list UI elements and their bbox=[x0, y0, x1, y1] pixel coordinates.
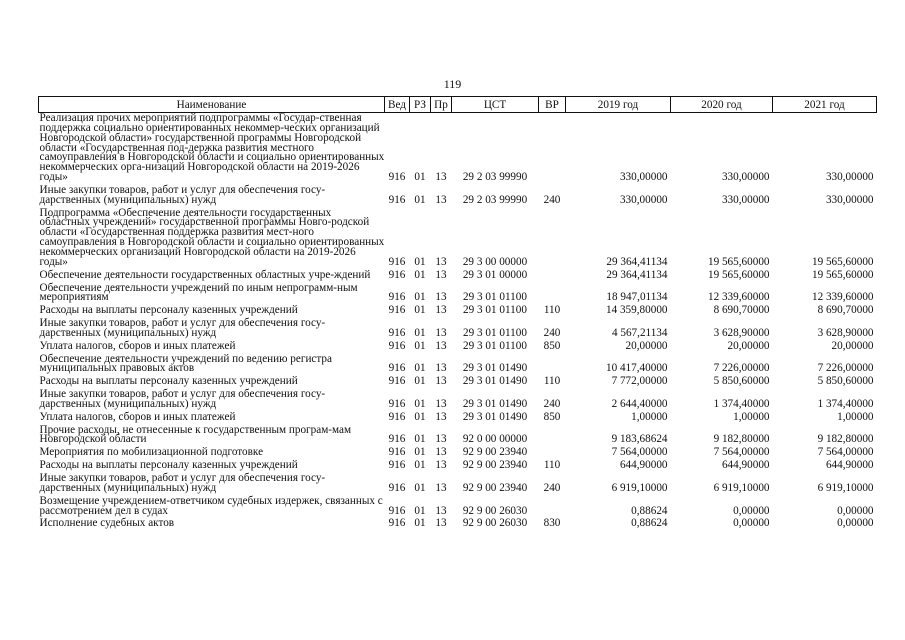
row-rz: 01 bbox=[414, 326, 426, 339]
row-cst: 29 3 00 00000 bbox=[462, 255, 528, 268]
row-ved: 916 bbox=[388, 433, 406, 446]
row-vr bbox=[539, 270, 566, 283]
row-amount-2020: 1,00000 bbox=[733, 410, 770, 423]
row-ved: 916 bbox=[388, 171, 406, 184]
row-rz: 01 bbox=[414, 171, 426, 184]
row-rz: 01 bbox=[414, 481, 426, 494]
row-cst: 92 9 00 26030 bbox=[462, 517, 528, 530]
row-vr bbox=[539, 208, 566, 270]
row-amount-2019: 330,00000 bbox=[619, 193, 668, 206]
row-amount-2021: 330,00000 bbox=[825, 171, 874, 184]
row-cst: 92 9 00 23940 bbox=[462, 459, 528, 472]
row-amount-2020: 330,00000 bbox=[721, 171, 770, 184]
row-pr: 13 bbox=[435, 433, 447, 446]
header-ved: Вед bbox=[385, 97, 410, 113]
row-amount-2021: 8 690,70000 bbox=[817, 304, 874, 317]
row-amount-2020: 1 374,40000 bbox=[713, 397, 770, 410]
row-amount-2020: 5 850,60000 bbox=[713, 375, 770, 388]
row-cst: 29 3 01 01100 bbox=[463, 291, 527, 304]
row-amount-2020: 0,00000 bbox=[733, 504, 770, 517]
row-amount-2019: 29 364,41134 bbox=[606, 268, 668, 281]
row-amount-2019: 0,88624 bbox=[631, 517, 668, 530]
row-vr: 110 bbox=[543, 459, 561, 472]
row-name: Подпрограмма «Обеспечение деятельности государственных областных учреждений» государственной программы Новго-родской области «Государственная поддержка развития мест-ного самоуправления в Новгородской области и социально ориентированных некоммерческих организаций Новгородской области на 2019-2026 годы» bbox=[39, 206, 385, 268]
row-ved: 916 bbox=[388, 446, 406, 459]
row-amount-2020: 9 182,80000 bbox=[713, 433, 770, 446]
row-amount-2020: 8 690,70000 bbox=[713, 304, 770, 317]
row-rz: 01 bbox=[414, 397, 426, 410]
table-row bbox=[39, 518, 877, 531]
row-amount-2021: 9 182,80000 bbox=[817, 433, 874, 446]
row-rz: 01 bbox=[414, 291, 426, 304]
row-rz: 01 bbox=[414, 193, 426, 206]
row-amount-2019: 330,00000 bbox=[619, 171, 668, 184]
row-amount-2021: 19 565,60000 bbox=[811, 255, 874, 268]
row-cst: 92 0 00 00000 bbox=[462, 433, 528, 446]
row-amount-2021: 20,00000 bbox=[831, 339, 874, 352]
row-name: Уплата налогов, сборов и иных платежей bbox=[39, 339, 236, 352]
row-cst: 29 3 01 01490 bbox=[462, 410, 528, 423]
row-amount-2019: 9 183,68624 bbox=[611, 433, 668, 446]
row-amount-2019: 7 564,00000 bbox=[611, 446, 668, 459]
row-ved: 916 bbox=[388, 326, 406, 339]
table-row bbox=[39, 425, 877, 448]
row-amount-2021: 1 374,40000 bbox=[817, 397, 874, 410]
row-amount-2021: 19 565,60000 bbox=[811, 268, 874, 281]
row-amount-2020: 7 564,00000 bbox=[713, 446, 770, 459]
row-amount-2021: 7 226,00000 bbox=[817, 362, 874, 375]
row-cst: 29 3 01 01100 bbox=[463, 326, 527, 339]
header-2020: 2020 год bbox=[671, 97, 773, 113]
row-amount-2019: 20,00000 bbox=[625, 339, 668, 352]
row-vr: 110 bbox=[543, 304, 561, 317]
row-cst: 92 9 00 23940 bbox=[462, 446, 528, 459]
table-row bbox=[39, 283, 877, 306]
row-pr: 13 bbox=[435, 397, 447, 410]
header-2019: 2019 год bbox=[566, 97, 671, 113]
row-amount-2021: 12 339,60000 bbox=[811, 291, 874, 304]
row-vr bbox=[539, 354, 566, 377]
row-amount-2019: 1,00000 bbox=[631, 410, 668, 423]
row-amount-2021: 0,00000 bbox=[837, 517, 874, 530]
row-amount-2020: 19 565,60000 bbox=[707, 268, 770, 281]
row-pr: 13 bbox=[435, 171, 447, 184]
table-row bbox=[39, 412, 877, 425]
table-row bbox=[39, 341, 877, 354]
row-amount-2019: 7 772,00000 bbox=[611, 375, 668, 388]
row-amount-2020: 644,90000 bbox=[721, 459, 770, 472]
row-amount-2019: 6 919,10000 bbox=[611, 481, 668, 494]
table-row bbox=[39, 208, 877, 270]
table-row bbox=[39, 270, 877, 283]
row-cst: 92 9 00 23940 bbox=[462, 481, 528, 494]
header-rz: РЗ bbox=[410, 97, 431, 113]
row-rz: 01 bbox=[414, 304, 426, 317]
row-name: Иные закупки товаров, работ и услуг для обеспечения госу-дарственных (муниципальных) нужд bbox=[39, 388, 326, 410]
row-amount-2021: 6 919,10000 bbox=[817, 481, 874, 494]
row-vr: 850 bbox=[543, 339, 561, 352]
row-name: Обеспечение деятельности государственных областных учре-ждений bbox=[39, 268, 371, 281]
header-2021: 2021 год bbox=[773, 97, 877, 113]
row-pr: 13 bbox=[435, 517, 447, 530]
row-amount-2019: 644,90000 bbox=[619, 459, 668, 472]
row-name: Иные закупки товаров, работ и услуг для обеспечения госу-дарственных (муниципальных) нужд bbox=[39, 472, 326, 494]
page-number: 119 bbox=[443, 77, 462, 91]
row-amount-2019: 29 364,41134 bbox=[606, 255, 668, 268]
row-amount-2021: 0,00000 bbox=[837, 504, 874, 517]
row-cst: 92 9 00 26030 bbox=[462, 504, 528, 517]
row-name: Мероприятия по мобилизационной подготовке bbox=[39, 446, 264, 459]
row-rz: 01 bbox=[414, 410, 426, 423]
row-cst: 29 2 03 99990 bbox=[462, 193, 528, 206]
row-rz: 01 bbox=[414, 459, 426, 472]
row-name: Обеспечение деятельности учреждений по ведению регистра муниципальных правовых актов bbox=[39, 352, 332, 375]
table-row bbox=[39, 354, 877, 377]
row-pr: 13 bbox=[435, 446, 447, 459]
row-pr: 13 bbox=[435, 459, 447, 472]
row-pr: 13 bbox=[435, 481, 447, 494]
row-cst: 29 3 01 01490 bbox=[462, 397, 528, 410]
table-row bbox=[39, 473, 877, 496]
row-ved: 916 bbox=[388, 304, 406, 317]
row-vr bbox=[539, 496, 566, 519]
row-vr: 850 bbox=[543, 410, 561, 423]
row-cst: 29 2 03 99990 bbox=[462, 171, 528, 184]
row-amount-2021: 644,90000 bbox=[825, 459, 874, 472]
row-name: Исполнение судебных актов bbox=[39, 517, 175, 530]
row-rz: 01 bbox=[414, 268, 426, 281]
row-amount-2021: 7 564,00000 bbox=[817, 446, 874, 459]
row-vr bbox=[539, 113, 566, 185]
row-ved: 916 bbox=[388, 410, 406, 423]
row-vr: 830 bbox=[543, 517, 561, 530]
row-cst: 29 3 01 01100 bbox=[463, 304, 527, 317]
table-body bbox=[39, 113, 877, 532]
row-pr: 13 bbox=[435, 504, 447, 517]
row-ved: 916 bbox=[388, 481, 406, 494]
row-pr: 13 bbox=[435, 304, 447, 317]
row-ved: 916 bbox=[388, 397, 406, 410]
row-rz: 01 bbox=[414, 504, 426, 517]
row-amount-2020: 0,00000 bbox=[733, 517, 770, 530]
row-vr: 240 bbox=[543, 326, 561, 339]
table-header-row bbox=[39, 97, 877, 113]
row-rz: 01 bbox=[414, 375, 426, 388]
row-name: Расходы на выплаты персоналу казенных учреждений bbox=[39, 459, 298, 472]
row-cst: 29 3 01 01490 bbox=[462, 362, 528, 375]
table-row bbox=[39, 113, 877, 185]
row-rz: 01 bbox=[414, 433, 426, 446]
row-amount-2019: 18 947,01134 bbox=[606, 291, 668, 304]
row-vr: 240 bbox=[543, 481, 561, 494]
row-pr: 13 bbox=[435, 291, 447, 304]
row-name: Иные закупки товаров, работ и услуг для обеспечения госу-дарственных (муниципальных) нужд bbox=[39, 183, 326, 206]
row-ved: 916 bbox=[388, 291, 406, 304]
row-name: Возмещение учреждением-ответчиком судебных издержек, связанных с рассмотрением дел в судах bbox=[39, 494, 383, 517]
row-pr: 13 bbox=[435, 362, 447, 375]
row-ved: 916 bbox=[388, 193, 406, 206]
row-name: Иные закупки товаров, работ и услуг для обеспечения госу-дарственных (муниципальных) нужд bbox=[39, 317, 326, 339]
row-ved: 916 bbox=[388, 375, 406, 388]
row-vr bbox=[539, 283, 566, 306]
row-pr: 13 bbox=[435, 339, 447, 352]
budget-table bbox=[38, 96, 877, 531]
row-pr: 13 bbox=[435, 255, 447, 268]
row-name: Обеспечение деятельности учреждений по иным непрограмм-ным мероприятиям bbox=[39, 281, 358, 304]
header-name: Наименование bbox=[39, 97, 385, 113]
row-pr: 13 bbox=[435, 326, 447, 339]
row-ved: 916 bbox=[388, 504, 406, 517]
row-rz: 01 bbox=[414, 339, 426, 352]
row-amount-2019: 14 359,80000 bbox=[605, 304, 668, 317]
row-amount-2020: 330,00000 bbox=[721, 193, 770, 206]
row-vr: 110 bbox=[543, 375, 561, 388]
row-ved: 916 bbox=[388, 268, 406, 281]
row-name: Уплата налогов, сборов и иных платежей bbox=[39, 410, 236, 423]
row-amount-2021: 3 628,90000 bbox=[817, 326, 874, 339]
row-vr bbox=[539, 425, 566, 448]
row-name: Прочие расходы, не отнесенные к государственным програм-мам Новгородской области bbox=[39, 423, 352, 446]
row-cst: 29 3 01 01100 bbox=[463, 339, 527, 352]
row-ved: 916 bbox=[388, 517, 406, 530]
row-pr: 13 bbox=[435, 410, 447, 423]
row-amount-2019: 4 567,21134 bbox=[611, 326, 668, 339]
row-amount-2019: 10 417,40000 bbox=[605, 362, 668, 375]
row-amount-2021: 1,00000 bbox=[837, 410, 874, 423]
row-cst: 29 3 01 01490 bbox=[462, 375, 528, 388]
row-pr: 13 bbox=[435, 193, 447, 206]
row-rz: 01 bbox=[414, 255, 426, 268]
row-name: Расходы на выплаты персоналу казенных учреждений bbox=[39, 304, 298, 317]
row-amount-2020: 20,00000 bbox=[727, 339, 770, 352]
row-ved: 916 bbox=[388, 339, 406, 352]
header-vr: ВР bbox=[539, 97, 566, 113]
table-row bbox=[39, 496, 877, 519]
row-amount-2021: 330,00000 bbox=[825, 193, 874, 206]
row-rz: 01 bbox=[414, 446, 426, 459]
table-row bbox=[39, 185, 877, 208]
row-amount-2020: 3 628,90000 bbox=[713, 326, 770, 339]
table-row bbox=[39, 318, 877, 341]
header-cst: ЦСТ bbox=[452, 97, 539, 113]
row-amount-2020: 12 339,60000 bbox=[707, 291, 770, 304]
header-pr: Пр bbox=[431, 97, 452, 113]
row-amount-2020: 6 919,10000 bbox=[713, 481, 770, 494]
row-vr: 240 bbox=[543, 193, 561, 206]
row-ved: 916 bbox=[388, 459, 406, 472]
row-rz: 01 bbox=[414, 517, 426, 530]
row-amount-2021: 5 850,60000 bbox=[817, 375, 874, 388]
row-vr: 240 bbox=[543, 397, 561, 410]
row-pr: 13 bbox=[435, 268, 447, 281]
row-amount-2019: 2 644,40000 bbox=[611, 397, 668, 410]
row-cst: 29 3 01 00000 bbox=[462, 268, 528, 281]
row-name: Реализация прочих мероприятий подпрограммы «Государ-ственная поддержка социально ориентированных некоммер-ческих организаций Новгородской области» государственной программы Новгородской области «Государственная под-держка развития местного самоуправления в Новгородской области и социально ориентированных некоммерческих орга-низаций Новгородской области на 2019-2026 годы» bbox=[39, 112, 385, 184]
row-rz: 01 bbox=[414, 362, 426, 375]
table-row bbox=[39, 389, 877, 412]
row-pr: 13 bbox=[435, 375, 447, 388]
row-name: Расходы на выплаты персоналу казенных учреждений bbox=[39, 375, 298, 388]
row-amount-2020: 19 565,60000 bbox=[707, 255, 770, 268]
row-amount-2020: 7 226,00000 bbox=[713, 362, 770, 375]
row-amount-2019: 0,88624 bbox=[631, 504, 668, 517]
row-ved: 916 bbox=[388, 255, 406, 268]
row-ved: 916 bbox=[388, 362, 406, 375]
